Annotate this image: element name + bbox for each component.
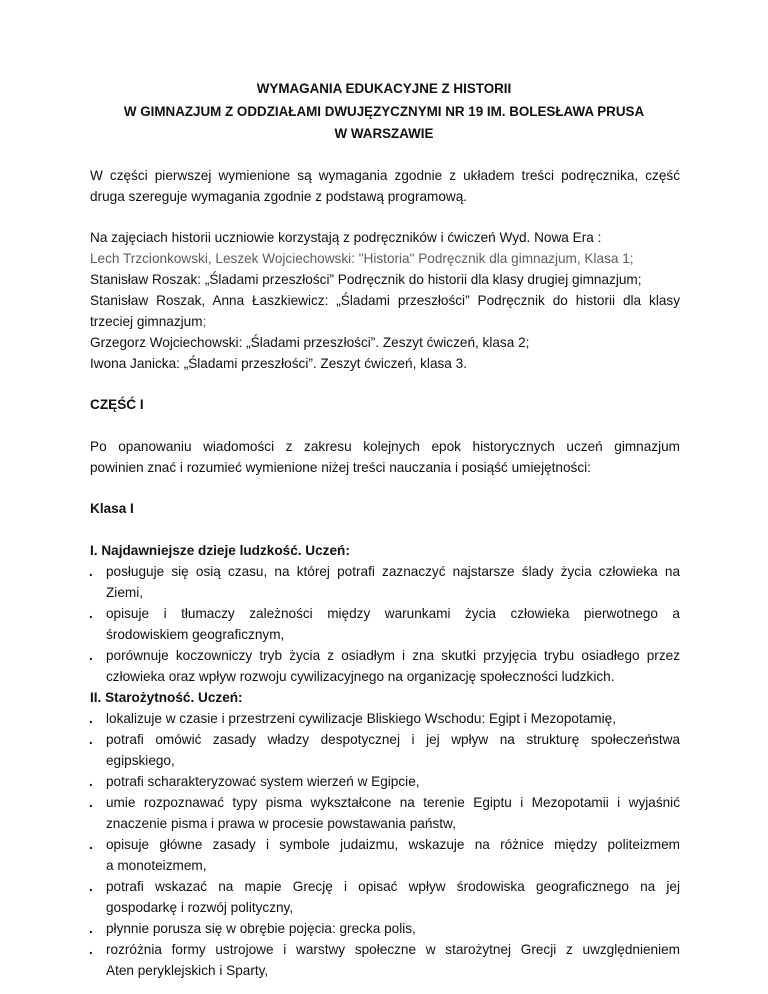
textbook-item-1: Lech Trzcionkowski, Leszek Wojciechowski: "Historia" Podręcznik dla gimnazjum, Klasa 1;: [90, 251, 634, 266]
list-item-line-1: rozróżnia formy ustrojowe i warstwy społeczne w starożytnej Grecji z uwzględnieniem: [106, 942, 680, 957]
list-item-line-2: Ziemi,: [106, 585, 144, 600]
textbooks-heading: Na zajęciach historii uczniowie korzystają z podręczników i ćwiczeń Wyd. Nowa Era :: [90, 230, 602, 245]
intro-paragraph-line-1: W części pierwszej wymienione są wymagania zgodnie z układem treści podręcznika, część: [90, 168, 680, 183]
list-item-line-1: potrafi scharakteryzować system wierzeń w Egipcie,: [106, 774, 420, 789]
bullet-icon: .: [89, 648, 93, 663]
part-intro-line-2: powinien znać i rozumieć wymienione niżej treści nauczania i posiąść umiejętności:: [90, 460, 591, 475]
document-title-line-3: W WARSZAWIE: [334, 126, 434, 141]
list-item-line-2: gospodarkę i rozwój polityczny,: [106, 900, 294, 915]
list-item-line-2: Aten peryklejskich i Sparty,: [106, 963, 269, 978]
list-item-line-1: porównuje koczowniczy tryb życia z osiadłym i zna skutki przyjęcia trybu osiadłego przez: [106, 648, 680, 663]
list-item-line-2: a monoteizmem,: [106, 858, 207, 873]
list-item-line-2: środowiskiem geograficznym,: [106, 627, 285, 642]
textbook-item-3-line-2: [90, 311, 680, 332]
section-heading: II. Starożytność. Uczeń:: [90, 690, 243, 705]
list-item-line-1: opisuje główne zasady i symbole judaizmu, wskazuje na różnice między politeizmem: [106, 837, 680, 852]
section-heading: I. Najdawniejsze dzieje ludzkość. Uczeń:: [90, 543, 350, 558]
textbook-item-5: Iwona Janicka: „Śladami przeszłości”. Zeszyt ćwiczeń, klasa 3.: [90, 356, 467, 371]
textbook-item-2: Stanisław Roszak: „Śladami przeszłości” Podręcznik do historii dla klasy drugiej gimnazjum;: [90, 272, 642, 287]
list-item-line-1: lokalizuje w czasie i przestrzeni cywilizacje Bliskiego Wschodu: Egipt i Mezopotamię,: [106, 711, 616, 726]
intro-paragraph-line-2: druga szereguje wymagania zgodnie z podstawą programową.: [90, 189, 468, 204]
list-item-line-2: znaczenie pisma i prawa w procesie powstawania państw,: [106, 816, 456, 831]
textbook-item-3-end: ;: [202, 314, 207, 329]
list-item-line-1: umie rozpoznawać typy pisma wykształcone na terenie Egiptu i Mezopotamii i wyjaśnić: [106, 795, 680, 810]
bullet-icon: .: [89, 711, 93, 726]
bullet-icon: .: [89, 942, 93, 957]
bullet-icon: .: [89, 837, 93, 852]
list-item-line-1: posługuje się osią czasu, na której potrafi zaznaczyć najstarsze ślady życia człowieka na: [106, 564, 680, 579]
part-intro-line-1: Po opanowaniu wiadomości z zakresu kolejnych epok historycznych uczeń gimnazjum: [90, 439, 680, 454]
list-item-line-2: egipskiego,: [106, 753, 175, 768]
bullet-icon: .: [89, 732, 93, 747]
class-label: Klasa I: [90, 501, 134, 516]
bullet-icon: .: [89, 795, 93, 810]
bullet-icon: .: [89, 564, 93, 579]
part-title: CZĘŚĆ I: [90, 397, 144, 412]
textbook-item-3-text: trzeciej gimnazjum: [90, 314, 203, 329]
document-title-line-1: WYMAGANIA EDUKACYJNE Z HISTORII: [256, 81, 512, 96]
list-item-line-1: potrafi omówić zasady władzy despotycznej i jej wpływ na strukturę społeczeństwa: [106, 732, 680, 747]
bullet-icon: .: [89, 879, 93, 894]
list-item-line-2: człowieka oraz wpływ rozwoju cywilizacyjnego na organizację społeczności ludzkich.: [106, 669, 615, 684]
list-item-line-1: potrafi wskazać na mapie Grecję i opisać wpływ środowiska geograficznego na jej: [106, 879, 680, 894]
list-item-line-1: opisuje i tłumaczy zależności między warunkami życia człowieka pierwotnego a: [106, 606, 680, 621]
list-item-line-1: płynnie porusza się w obrębie pojęcia: grecka polis,: [106, 921, 416, 936]
bullet-icon: .: [89, 921, 93, 936]
document-title-line-2: W GIMNAZJUM Z ODDZIAŁAMI DWUJĘZYCZNYMI NR 19 IM. BOLESŁAWA PRUSA: [123, 104, 645, 119]
bullet-icon: .: [89, 606, 93, 621]
bullet-icon: .: [89, 774, 93, 789]
textbook-item-3-line-1: Stanisław Roszak, Anna Łaszkiewicz: „Śladami przeszłości” Podręcznik do historii dla klasy: [90, 293, 680, 308]
textbook-item-4: Grzegorz Wojciechowski: „Śladami przeszłości”. Zeszyt ćwiczeń, klasa 2;: [90, 335, 530, 350]
